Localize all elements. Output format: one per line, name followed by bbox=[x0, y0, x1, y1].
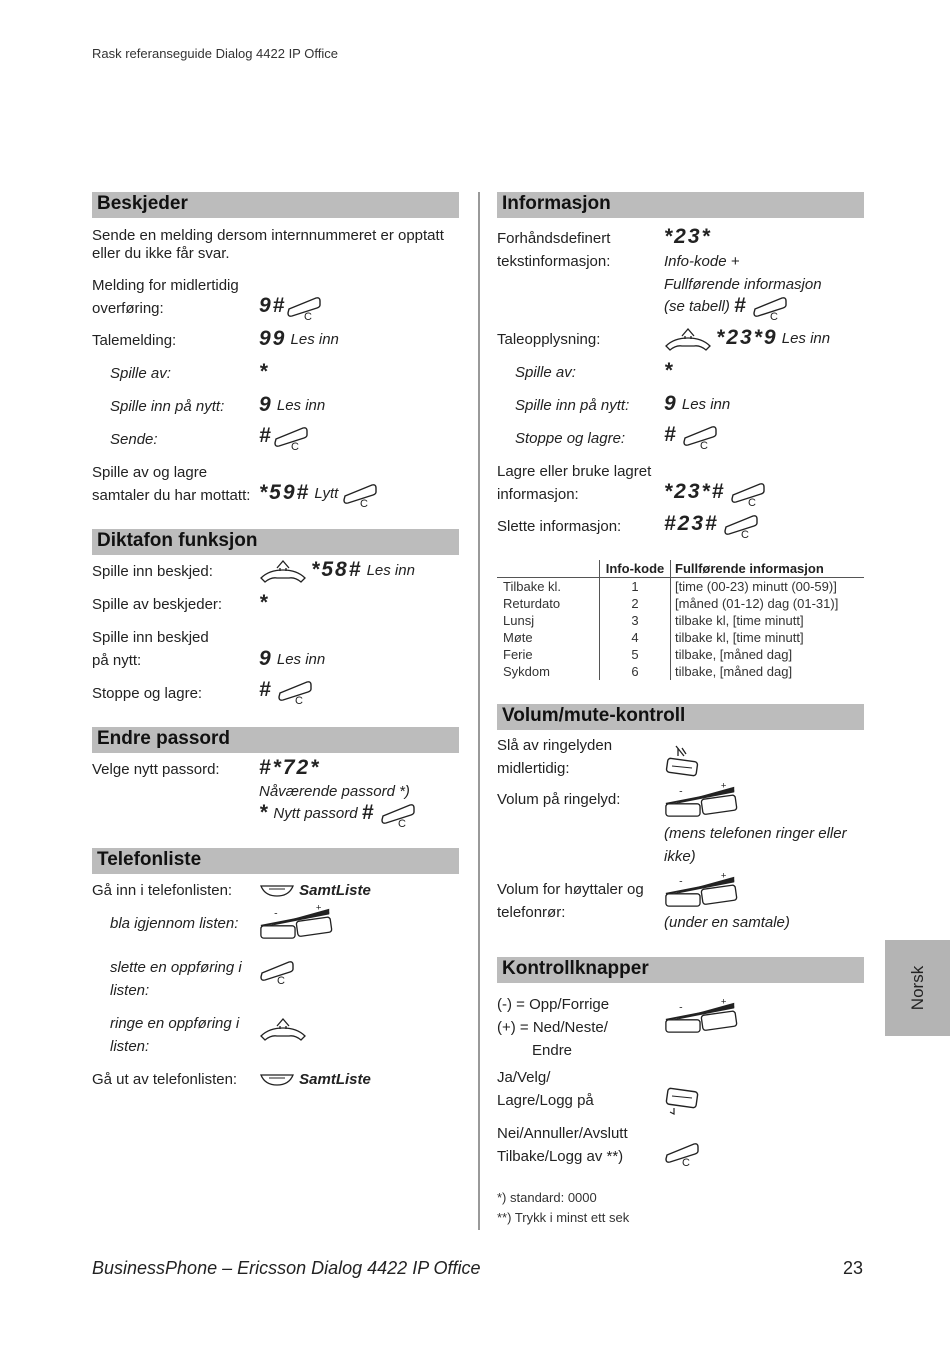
table-cell: Returdato bbox=[503, 596, 561, 611]
c-key-icon bbox=[286, 294, 322, 320]
label: Spille av og lagre bbox=[92, 464, 208, 481]
code: SamtListe bbox=[259, 1068, 371, 1091]
column-divider bbox=[478, 192, 480, 1230]
table-cell: Sykdom bbox=[503, 664, 550, 679]
volume-key-icon bbox=[259, 904, 333, 940]
c-key-icon bbox=[723, 512, 759, 538]
label: Spille av: bbox=[110, 365, 171, 382]
table-cell: 1 bbox=[600, 578, 671, 596]
label: Spille inn beskjed bbox=[92, 629, 209, 646]
code: * bbox=[259, 360, 270, 383]
table-row bbox=[497, 578, 864, 596]
table-cell: Tilbake kl. bbox=[503, 579, 562, 594]
intro-line-1: Sende en melding dersom internnummeret er opptatt bbox=[92, 227, 444, 244]
label: ringe en oppføring i bbox=[110, 1015, 240, 1032]
label: Volum på ringelyd: bbox=[497, 791, 621, 808]
label: Slette informasjon: bbox=[497, 518, 622, 535]
code: #*72* bbox=[259, 756, 321, 779]
section-passord bbox=[92, 727, 459, 753]
current-password: Nåværende passord *) bbox=[259, 783, 410, 800]
code: 9 Les inn bbox=[259, 647, 326, 670]
table-header: Fullførende informasjon bbox=[671, 560, 865, 578]
table-row bbox=[497, 612, 864, 629]
label: Ja/Velg/ bbox=[497, 1069, 551, 1086]
label: (-) = Opp/Forrige bbox=[497, 996, 610, 1013]
code: *58# Les inn bbox=[259, 558, 415, 584]
language-tab: Norsk bbox=[885, 940, 950, 1036]
note: (under en samtale) bbox=[664, 914, 790, 931]
code-line: Fullførende informasjon bbox=[664, 276, 822, 293]
table-cell: 3 bbox=[600, 612, 671, 629]
c-key-icon bbox=[752, 294, 788, 320]
code-line: (se tabell) # bbox=[664, 294, 788, 320]
section-title: Diktafon funksjon bbox=[97, 530, 258, 551]
label: Volum for høyttaler og bbox=[497, 881, 644, 898]
code bbox=[664, 872, 738, 908]
label: Spille av: bbox=[515, 364, 576, 381]
section-diktafon bbox=[92, 529, 459, 555]
code: *23* bbox=[664, 225, 712, 248]
code: *23*# bbox=[664, 480, 766, 506]
code bbox=[664, 782, 738, 818]
footnote: **) Trykk i minst ett sek bbox=[497, 1210, 630, 1225]
footnote: *) standard: 0000 bbox=[497, 1190, 597, 1205]
label: (+) = Ned/Neste/ bbox=[497, 1019, 608, 1036]
section-title: Telefonliste bbox=[97, 849, 202, 870]
table-cell: [måned (01-12) dag (01-31)] bbox=[675, 596, 839, 611]
label: Endre bbox=[532, 1042, 573, 1059]
c-key-icon bbox=[259, 958, 295, 984]
label: Sende: bbox=[110, 431, 158, 448]
code: # bbox=[259, 424, 309, 450]
label: Stoppe og lagre: bbox=[92, 685, 203, 702]
label: Taleopplysning: bbox=[497, 331, 601, 348]
label: Tilbake/Logg av **) bbox=[497, 1148, 624, 1165]
new-password: * Nytt passord # bbox=[259, 801, 416, 827]
label: listen: bbox=[110, 982, 150, 999]
page-header: Rask referanseguide Dialog 4422 IP Office bbox=[92, 46, 338, 61]
label: listen: bbox=[110, 1038, 150, 1055]
table-cell: 2 bbox=[600, 595, 671, 612]
volume-key-icon bbox=[664, 998, 738, 1034]
table-cell: 6 bbox=[600, 663, 671, 680]
note: ikke) bbox=[664, 848, 696, 865]
table-cell: 4 bbox=[600, 629, 671, 646]
code: *23*9 Les inn bbox=[664, 326, 830, 352]
section-title: Beskjeder bbox=[97, 193, 188, 214]
code bbox=[664, 998, 738, 1034]
table-header: Info-kode bbox=[600, 560, 671, 578]
code bbox=[259, 904, 333, 940]
code: * bbox=[664, 359, 675, 382]
label: Melding for midlertidig bbox=[92, 277, 239, 294]
code: 9 Les inn bbox=[664, 392, 731, 415]
label: tekstinformasjon: bbox=[497, 253, 611, 270]
c-key-icon bbox=[664, 1140, 700, 1166]
note: (mens telefonen ringer eller bbox=[664, 825, 847, 842]
c-key-icon bbox=[342, 481, 378, 507]
label: Lagre/Logg på bbox=[497, 1092, 594, 1109]
volume-key-icon bbox=[664, 872, 738, 908]
volume-key-icon bbox=[664, 782, 738, 818]
code: SamtListe bbox=[259, 879, 371, 902]
label: midlertidig: bbox=[497, 760, 570, 777]
code: * bbox=[259, 591, 270, 614]
section-kontroll bbox=[497, 957, 864, 983]
label: Gå ut av telefonlisten: bbox=[92, 1071, 238, 1088]
label: Spille inn på nytt: bbox=[515, 397, 630, 414]
table-row bbox=[497, 595, 864, 612]
c-key-icon bbox=[273, 424, 309, 450]
label: Spille av beskjeder: bbox=[92, 596, 223, 613]
code: # bbox=[259, 678, 313, 704]
mute-key-icon bbox=[664, 742, 700, 778]
section-beskjeder bbox=[92, 192, 459, 218]
intro-line-2: eller du ikke får svar. bbox=[92, 245, 230, 262]
label: Velge nytt passord: bbox=[92, 761, 220, 778]
table-header-row bbox=[497, 560, 864, 578]
table-row bbox=[497, 629, 864, 646]
code bbox=[259, 1016, 307, 1042]
handset-icon bbox=[259, 558, 307, 584]
label: overføring: bbox=[92, 300, 164, 317]
ok-key-icon bbox=[664, 1082, 700, 1118]
label: informasjon: bbox=[497, 486, 579, 503]
section-telefonliste bbox=[92, 848, 459, 874]
label: Talemelding: bbox=[92, 332, 177, 349]
code bbox=[664, 1140, 700, 1166]
code: 9 Les inn bbox=[259, 393, 326, 416]
label: Spille inn på nytt: bbox=[110, 398, 225, 415]
section-title: Informasjon bbox=[502, 193, 611, 214]
label: Lagre eller bruke lagret bbox=[497, 463, 652, 480]
code-line: Info-kode + bbox=[664, 253, 740, 270]
label: Forhåndsdefinert bbox=[497, 230, 611, 247]
table-cell: 5 bbox=[600, 646, 671, 663]
label: bla igjennom listen: bbox=[110, 915, 239, 932]
label: samtaler du har mottatt: bbox=[92, 487, 251, 504]
code: # bbox=[664, 423, 718, 449]
table-cell: tilbake, [måned dag] bbox=[675, 647, 793, 662]
label: Slå av ringelyden bbox=[497, 737, 613, 754]
code bbox=[259, 958, 295, 984]
menu-key-icon bbox=[259, 1073, 295, 1087]
c-key-icon bbox=[277, 678, 313, 704]
label: Gå inn i telefonlisten: bbox=[92, 882, 233, 899]
footer-title: BusinessPhone – Ericsson Dialog 4422 IP Office bbox=[92, 1258, 481, 1278]
table-row bbox=[497, 646, 864, 663]
menu-key-icon bbox=[259, 884, 295, 898]
label: telefonrør: bbox=[497, 904, 566, 921]
section-title: Volum/mute-kontroll bbox=[502, 705, 686, 726]
info-code-table bbox=[497, 560, 864, 680]
table-row bbox=[497, 663, 864, 680]
table-header bbox=[497, 560, 600, 578]
code: 99 Les inn bbox=[259, 327, 339, 350]
section-informasjon bbox=[497, 192, 864, 218]
table-cell: tilbake kl, [time minutt] bbox=[675, 630, 804, 645]
label: Nei/Annuller/Avslutt bbox=[497, 1125, 628, 1142]
label: Stoppe og lagre: bbox=[515, 430, 626, 447]
code: 9# bbox=[259, 294, 322, 320]
table-cell: tilbake, [måned dag] bbox=[675, 664, 793, 679]
code: *59# Lytt bbox=[259, 481, 378, 507]
handset-icon bbox=[664, 326, 712, 352]
c-key-icon bbox=[682, 423, 718, 449]
handset-icon bbox=[259, 1016, 307, 1042]
code: #23# bbox=[664, 512, 759, 538]
label: slette en oppføring i bbox=[110, 959, 242, 976]
table-cell: tilbake kl, [time minutt] bbox=[675, 613, 804, 628]
section-title: Kontrollknapper bbox=[502, 958, 649, 979]
page-number: 23 bbox=[843, 1258, 864, 1278]
section-volum bbox=[497, 704, 864, 730]
section-title: Endre passord bbox=[97, 728, 231, 749]
table-cell: Ferie bbox=[503, 647, 533, 662]
label: Spille inn beskjed: bbox=[92, 563, 213, 580]
c-key-icon bbox=[730, 480, 766, 506]
table-cell: Møte bbox=[503, 630, 533, 645]
code bbox=[664, 1082, 700, 1118]
table-cell: Lunsj bbox=[503, 613, 535, 628]
c-key-icon bbox=[380, 801, 416, 827]
label: på nytt: bbox=[92, 652, 142, 669]
code bbox=[664, 742, 700, 778]
table-cell: [time (00-23) minutt (00-59)] bbox=[675, 579, 837, 594]
